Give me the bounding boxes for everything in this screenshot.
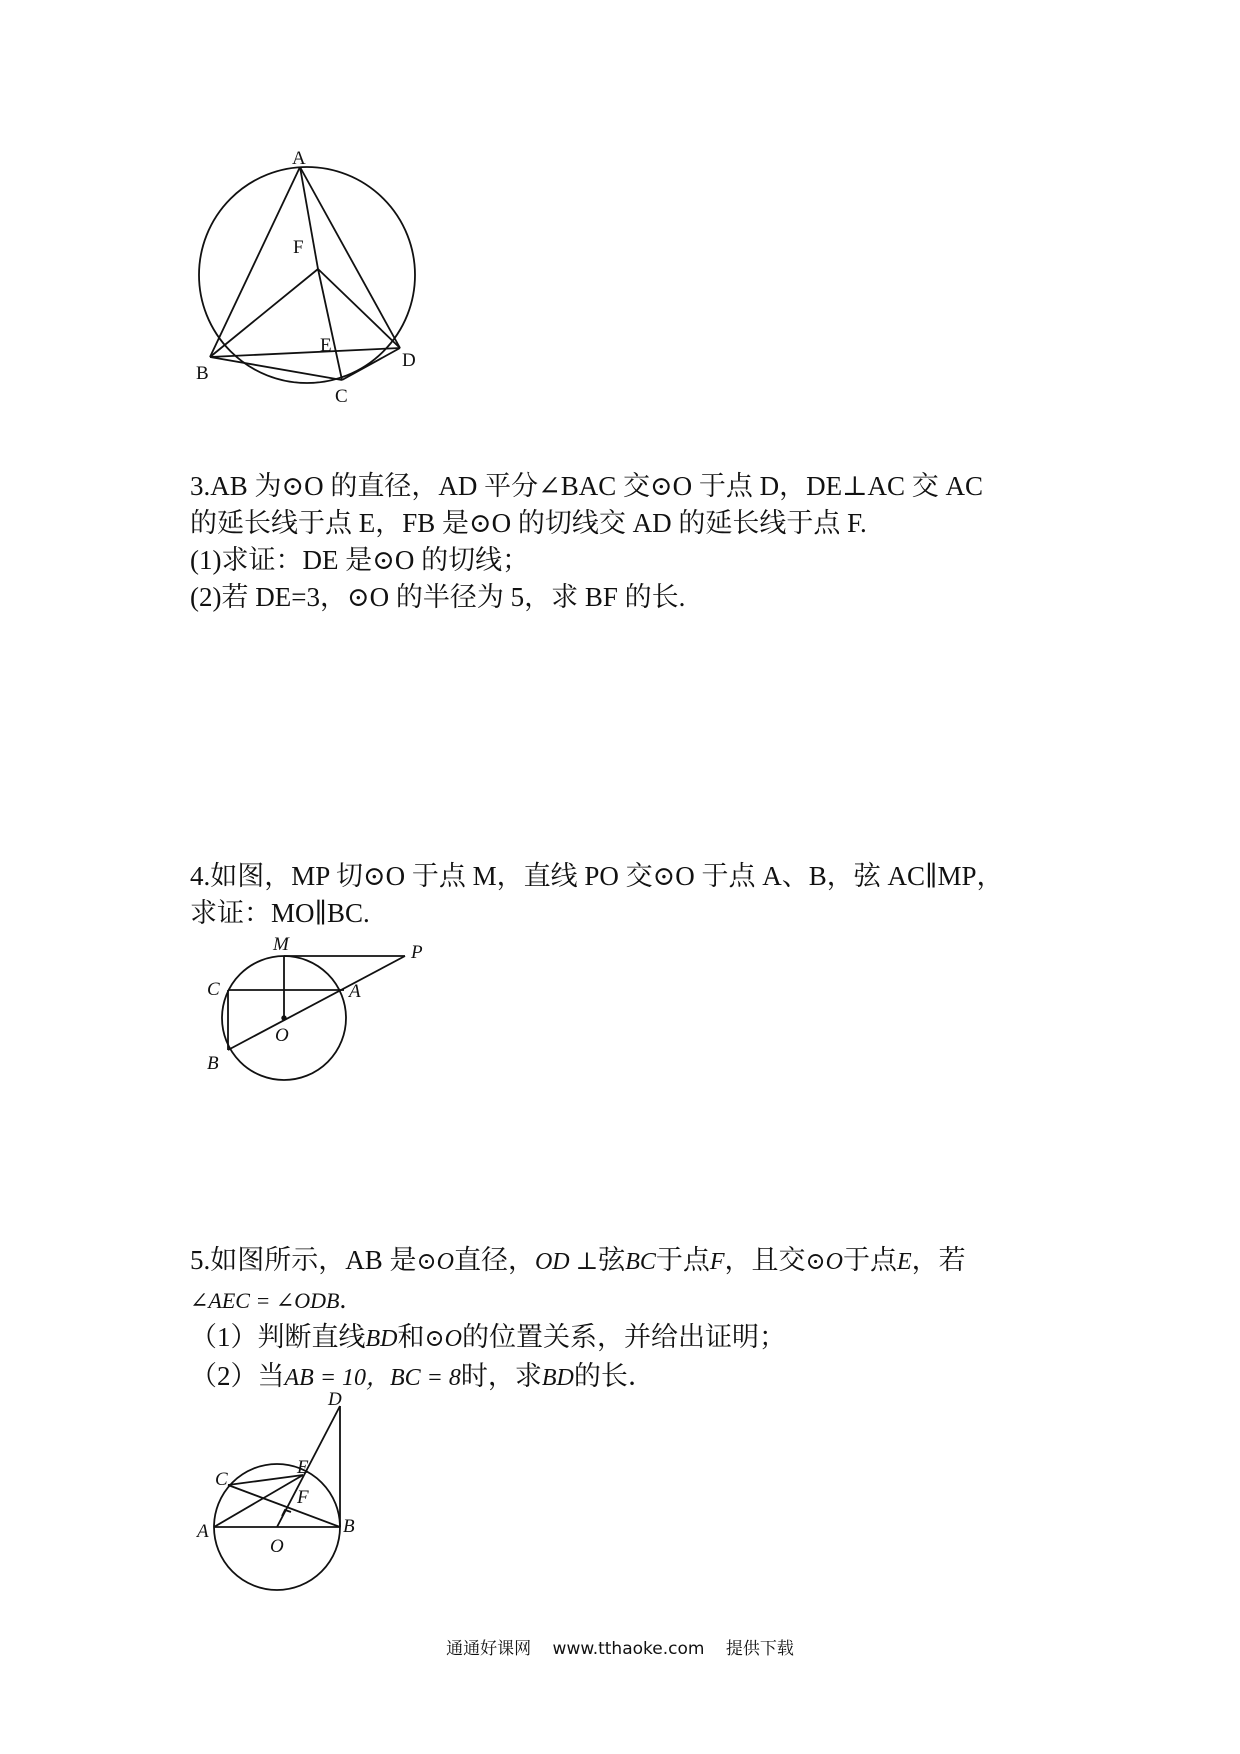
problem-4-line-2: 求证：MO∥BC. (190, 898, 370, 928)
label-b: B (207, 1053, 219, 1074)
figure-problem-5 (185, 1389, 385, 1605)
line-bp (228, 956, 405, 1050)
label-d: D (328, 1389, 342, 1410)
label-c: C (335, 386, 348, 407)
label-e: E (320, 335, 332, 356)
label-a: A (197, 1521, 209, 1542)
segment-ad (300, 167, 400, 348)
label-f: F (297, 1487, 309, 1508)
footer-suffix: 提供下载 (725, 1639, 794, 1659)
segment-fb (210, 269, 318, 357)
label-b: B (343, 1516, 355, 1537)
chord-cb (228, 1485, 340, 1527)
segment-cd (342, 348, 400, 380)
segment-ab (210, 167, 300, 357)
label-p: P (411, 942, 423, 963)
label-o: O (275, 1025, 289, 1046)
center-point (282, 1016, 286, 1020)
problem-3 (190, 468, 1070, 616)
problem-4 (190, 858, 1070, 932)
label-a: A (292, 148, 306, 169)
label-c: C (207, 979, 220, 1000)
label-o: O (270, 1536, 284, 1557)
problem-3-line-2: 的延长线于点 E，FB 是⊙O 的切线交 AD 的延长线于点 F. (190, 508, 867, 538)
segment-bd (210, 348, 400, 357)
label-a: A (349, 981, 361, 1002)
page-footer (0, 1634, 1240, 1659)
label-c: C (215, 1469, 228, 1490)
problem-5-line-1: 5.如图所示，AB 是⊙O直径，OD ⊥弦BC于点F，且交⊙O于点E，若 (190, 1245, 966, 1275)
figure-problem-4 (195, 935, 445, 1095)
problem-3-part-2: (2)若 DE=3，⊙O 的半径为 5，求 BF 的长. (190, 582, 686, 612)
problem-4-line-1: 4.如图，MP 切⊙O 于点 M，直线 PO 交⊙O 于点 A、B，弦 AC∥MP， (190, 861, 1004, 891)
label-m: M (273, 934, 289, 955)
problem-5 (190, 1242, 1070, 1397)
label-d: D (402, 350, 416, 371)
problem-5-part-2: （2）当AB = 10，BC = 8时，求BD的长． (190, 1361, 655, 1391)
label-b: B (196, 363, 209, 384)
footer-url[interactable]: www.tthaoke.com (552, 1639, 705, 1659)
problem-5-line-2: ∠AEC = ∠ODB. (190, 1284, 347, 1314)
label-f: F (293, 237, 304, 258)
circle-shape (199, 167, 415, 383)
figure-problem-2 (170, 150, 430, 450)
label-e: E (297, 1457, 309, 1478)
problem-3-part-1: (1)求证：DE 是⊙O 的切线； (190, 545, 530, 575)
problem-3-line-1: 3.AB 为⊙O 的直径，AD 平分∠BAC 交⊙O 于点 D，DE⊥AC 交 AC (190, 471, 984, 501)
footer-site-name: 通通好课网 (446, 1639, 532, 1659)
problem-5-part-1: （1）判断直线BD和⊙O的位置关系，并给出证明； (190, 1322, 786, 1352)
right-angle-mark (282, 1510, 291, 1516)
segment-bc (210, 357, 342, 380)
segment-fc (318, 269, 342, 380)
